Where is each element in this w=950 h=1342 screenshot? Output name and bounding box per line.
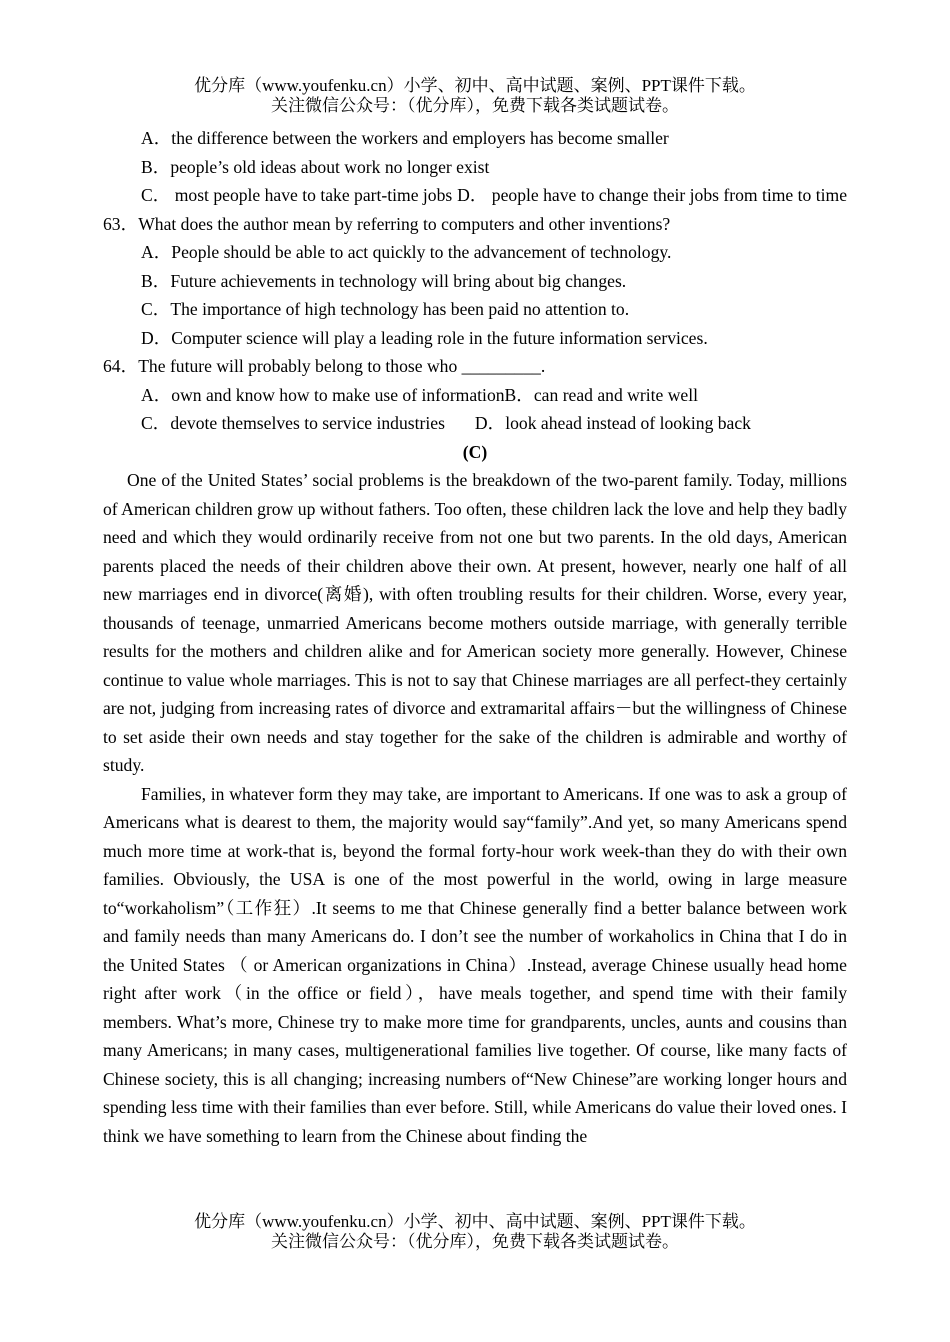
q64-stem: 64．The future will probably belong to those who _________. bbox=[103, 356, 546, 376]
q63-option-a: A．People should be able to act quickly to the advancement of technology. bbox=[141, 242, 672, 262]
q63-option-c: C．The importance of high technology has been paid no attention to. bbox=[141, 299, 630, 319]
q64-option-c: C．devote themselves to service industries bbox=[141, 413, 445, 433]
footer-line-2: 关注微信公众号：（优分库），免费下载各类试题试卷。 bbox=[271, 1232, 679, 1251]
q64-option-a: A．own and know how to make use of information bbox=[141, 384, 505, 405]
q64-options-cd-row bbox=[103, 409, 847, 438]
q63-stem: 63．What does the author mean by referring to computers and other inventions? bbox=[103, 213, 671, 234]
footer-line-1: 优分库（www.youfenku.cn）小学、初中、高中试题、案例、PPT课件下载。 bbox=[194, 1212, 756, 1231]
document-body bbox=[103, 124, 847, 1150]
q63-option-b: B．Future achievements in technology will bring about big changes. bbox=[141, 270, 627, 291]
q62-option-d: D． people have to change their jobs from time to time bbox=[457, 185, 847, 205]
q62-options-cd-row bbox=[103, 181, 847, 210]
q62-option-b: B．people’s old ideas about work no longer exist bbox=[141, 156, 490, 177]
passage-paragraph-2: Families, in whatever form they may take, are important to Americans. If one was to ask a group of Americans what is dearest to them, the majority would say“family”.And yet, so many Americans spend much more time at work-that is, beyond the formal forty-hour work week-than they do with their own families. Obviously, the USA is one of the most powerful in the world, owing in large measure to“workaholism”（工作狂）.It seems to me that Chinese generally find a better balance between work and family needs than many Americans do. I don’t see the number of workaholics in China that I do in the United States （ or American organizations in China）.Instead, average Chinese usually head home right after work（in the office or field），have meals together, and spend time with their family members. What’s more, Chinese try to make more time for grandparents, uncles, aunts and cousins than many Americans; in many cases, multigenerational families live together. Of course, like many facts of Chinese society, this is all changing; increasing numbers of“New Chinese”are working longer hours and spending less time with their families than ever before. Still, while Americans do value their loved ones. I think we have something to learn from the Chinese about finding the bbox=[103, 783, 847, 1146]
page-footer bbox=[0, 1212, 950, 1252]
q62-option-a: A．the difference between the workers and employers has become smaller bbox=[141, 128, 669, 148]
q64-option-b: B．can read and write well bbox=[504, 384, 699, 405]
q63-option-d: D．Computer science will play a leading role in the future information services. bbox=[141, 327, 708, 348]
header-line-2: 关注微信公众号：（优分库），免费下载各类试题试卷。 bbox=[271, 96, 679, 115]
q64-option-d: D．look ahead instead of looking back bbox=[474, 413, 751, 433]
section-title: (C) bbox=[462, 441, 488, 462]
q64-options-ab-row bbox=[103, 381, 847, 410]
page-header bbox=[0, 76, 950, 116]
header-line-1: 优分库（www.youfenku.cn）小学、初中、高中试题、案例、PPT课件下载。 bbox=[194, 76, 756, 95]
q62-option-c: C． most people have to take part-time jobs bbox=[141, 185, 453, 205]
passage-paragraph-1: One of the United States’ social problems is the breakdown of the two-parent family. Today, millions of American children grow up without fathers. Too often, these children lack the love and help they badly need and which they would ordinarily receive from not one but two parents. In the old days, American parents placed the needs of their children above their own. At present, however, nearly one half of all new marriages end in divorce(离婚), with often troubling results for their children. Worse, every year, thousands of teenage, unmarried Americans become mothers outside marriage, with generally terrible results for the mothers and children alike and for American society more generally. However, Chinese continue to value whole marriages. This is not to say that Chinese marriages are all perfect-they certainly are not, judging from increasing rates of divorce and extramarital affairs－but the willingness of Chinese to set aside their own needs and stay together for the sake of the children is admirable and worthy of study. bbox=[103, 470, 847, 775]
